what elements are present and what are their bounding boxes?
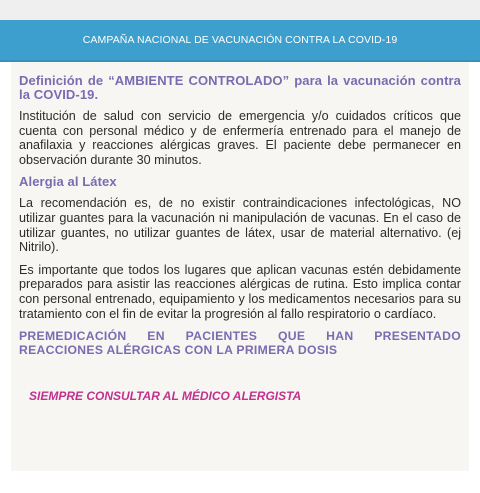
campaign-header — [0, 20, 480, 62]
top-strip — [0, 0, 480, 20]
latex-paragraph-2: Es importante que todos los lugares que aplican vacunas estén debidamente preparados para asistir las reacciones alérgicas de rutina. Esto implica contar con personal entrenado, equipamiento y los medicamentos necesarios para su tratamiento con el fin de evitar la progresión al fallo respiratorio o cardíaco. — [19, 262, 461, 321]
ambiente-heading: Definición de “AMBIENTE CONTROLADO” para la vacunación contra la COVID-19. — [19, 73, 461, 102]
campaign-title: CAMPAÑA NACIONAL DE VACUNACIÓN CONTRA LA COVID-19 — [82, 34, 398, 46]
latex-heading: Alergia al Látex — [19, 174, 117, 190]
premedicacion-heading: PREMEDICACIÓN EN PACIENTES QUE HAN PRESENTADO REACCIONES ALÉRGICAS CON LA PRIMERA DOSIS — [19, 329, 461, 358]
latex-paragraph-1: La recomendación es, de no existir contraindicaciones infectológicas, NO utilizar guantes para la vacunación ni manipulación de vacunas. En el caso de utilizar guantes, no utilizar guantes de látex, usar de material alternativo. (ej Nitrilo). — [19, 196, 461, 255]
ambiente-paragraph: Institución de salud con servicio de emergencia y/o cuidados críticos que cuenta con personal médico y de enfermería entrenado para el manejo de anafilaxia y reacciones alérgicas graves. El paciente debe permanecer en observación durante 30 minutos. — [19, 109, 461, 167]
consult-allergist-note: SIEMPRE CONSULTAR AL MÉDICO ALERGISTA — [29, 389, 302, 404]
content-panel — [11, 62, 469, 471]
